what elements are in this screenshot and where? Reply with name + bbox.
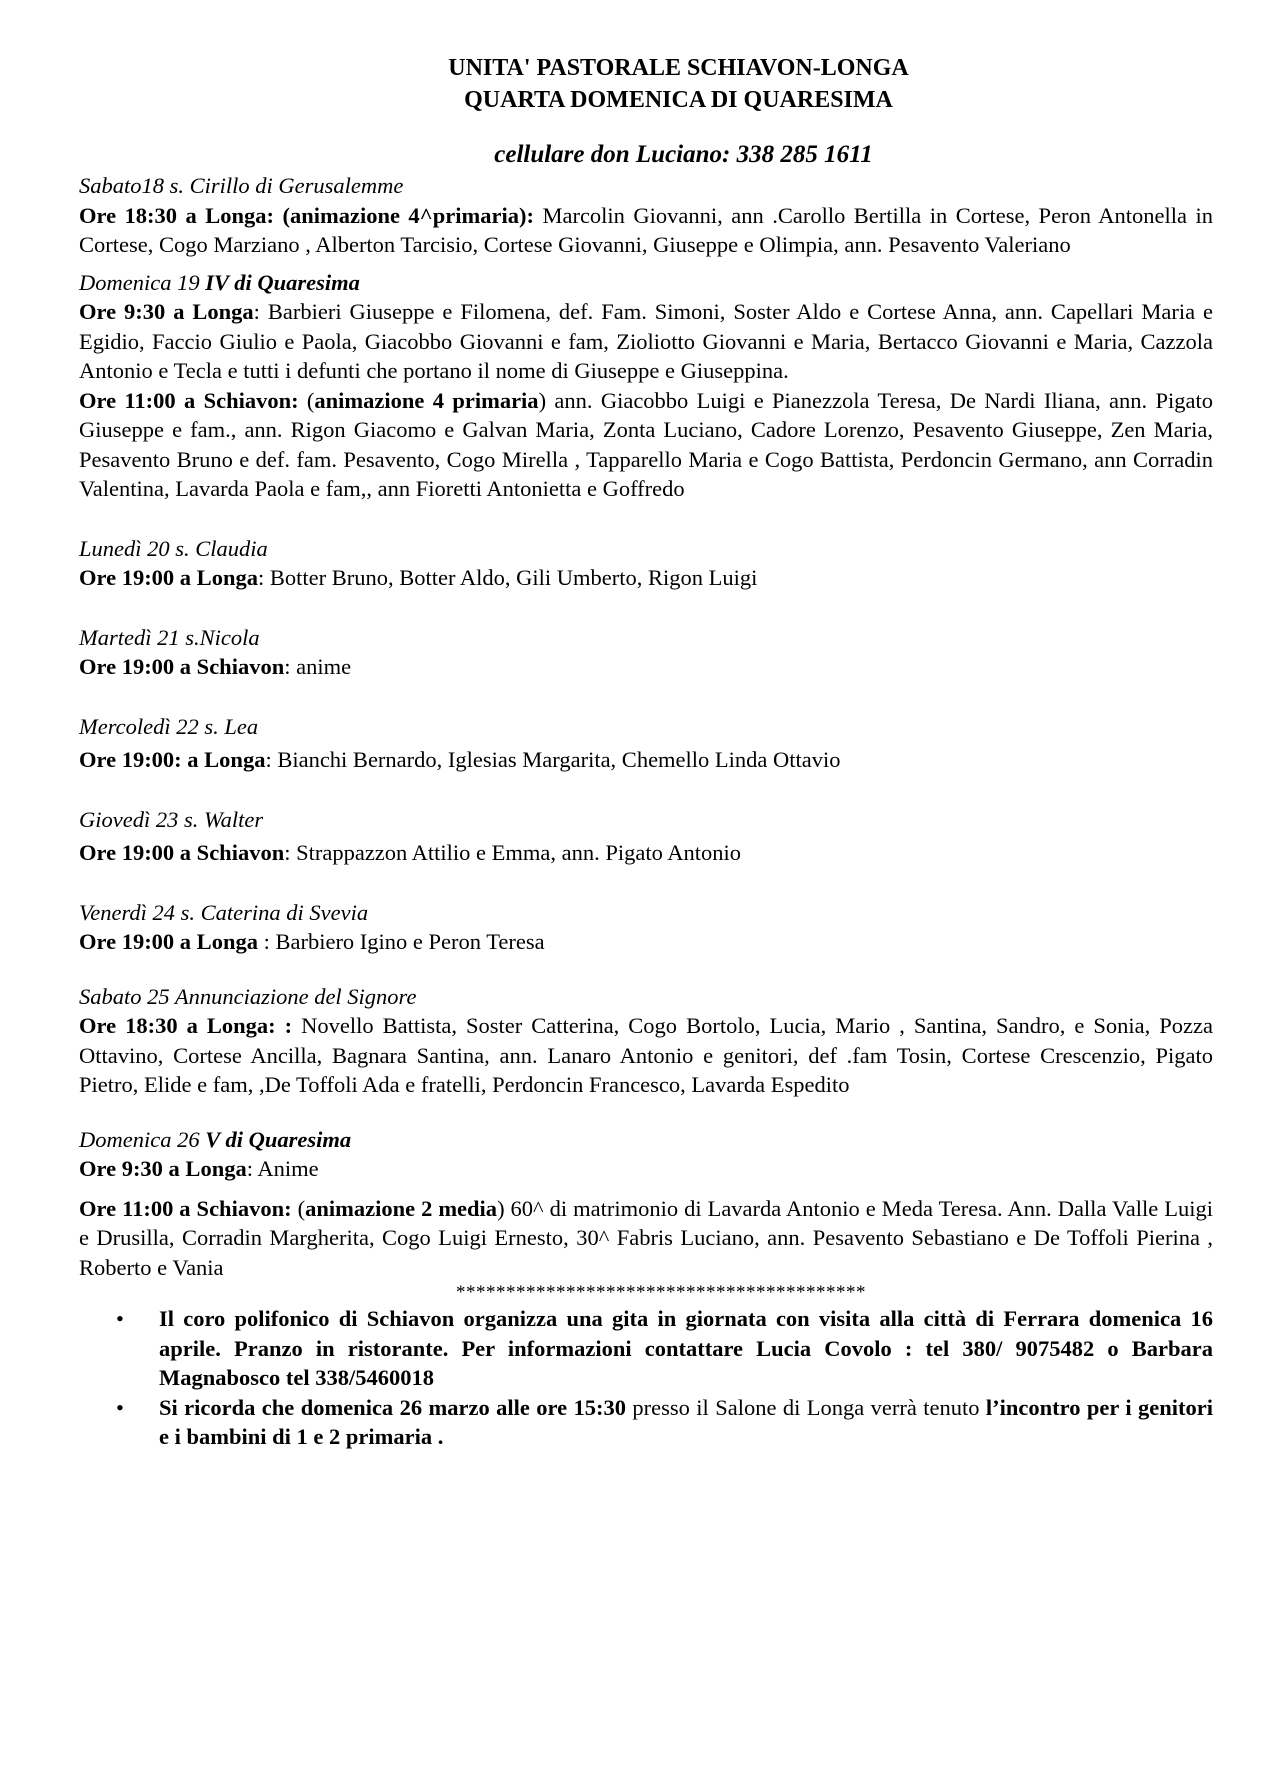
mass-entry (79, 838, 1213, 868)
mass-entry (79, 1194, 1213, 1283)
liturgical-title: V di Quaresima (205, 1126, 352, 1152)
day-name: Domenica 19 (79, 269, 206, 295)
mass-entry (79, 201, 1213, 260)
mass-time-place: Ore 19:00 a Longa (79, 929, 258, 954)
mass-separator: ( (298, 387, 315, 413)
mass-entry (79, 1011, 1213, 1100)
mass-intentions: : Barbieri Giuseppe e Filomena, def. Fam. Simoni, Soster Aldo e Cortese Anna, ann. Capellari Maria e Egidio, Faccio Giulio e Paola, Giacobbo Giovanni e fam, Zioliotto Giovanni e Maria, Bertacco Giovanni e Maria, Cazzola Antonio e Tecla e tutti i defunti che portano il nome di Giuseppe e Giuseppina. (79, 299, 1213, 383)
mass-time-place: Ore 11:00 a Schiavon: (79, 1195, 292, 1221)
bullet-icon: • (116, 1306, 124, 1331)
notice-text-bold: Si ricorda che domenica 26 marzo alle ore 15:30 (159, 1394, 626, 1420)
phone-line: cellulare don Luciano: 338 285 1611 (494, 141, 873, 168)
bullet-icon: • (116, 1394, 124, 1420)
day-heading-sabato-25: Sabato 25 Annunciazione del Signore (79, 983, 417, 1009)
notice-item (116, 1304, 1213, 1393)
mass-entry (79, 563, 1213, 593)
day-heading-domenica-26 (79, 1125, 1213, 1155)
mass-time-place: Ore 9:30 a Longa (79, 299, 254, 324)
mass-time-place: Ore 11:00 a Schiavon: (79, 387, 299, 413)
mass-time-place: Ore 18:30 a Longa: : (79, 1013, 293, 1038)
title-line-2: QUARTA DOMENICA DI QUARESIMA (464, 87, 893, 113)
mass-entry (79, 745, 1213, 775)
notice-text: Il coro polifonico di Schiavon organizza una gita in giornata con visita alla città di Ferrara domenica 16 aprile. Pranzo in ristorante. Per informazioni contattare Lucia Covolo : tel 380/ 9075482 o Barbara Magnabosco tel 338/5460018 (159, 1306, 1213, 1390)
mass-intentions: Marcolin Giovanni, ann .Carollo Bertilla in Cortese, Peron Antonella in Cortese, Cogo Marziano , Alberton Tarcisio, Cortese Giovanni, Giuseppe e Olimpia, ann. Pesavento Valeriano (79, 202, 1213, 257)
mass-intentions: : Anime (246, 1156, 319, 1181)
title-line-1: UNITA' PASTORALE SCHIAVON-LONGA (448, 55, 909, 81)
notices-list (79, 1304, 1213, 1452)
day-heading-domenica-19 (79, 268, 1213, 298)
mass-intentions: : Bianchi Bernardo, Iglesias Margarita, Chemello Linda Ottavio (265, 747, 841, 772)
mass-entry (79, 927, 1213, 957)
separator-line: ***************************************** (456, 1282, 866, 1303)
mass-entry (79, 1154, 1213, 1184)
notice-item (116, 1393, 1213, 1452)
mass-intentions: : Strappazzon Attilio e Emma, ann. Pigato Antonio (284, 840, 742, 865)
day-name: Domenica 26 (79, 1126, 206, 1152)
mass-intentions: : anime (284, 654, 352, 679)
notice-text-bold: l’incontro per i genitori e i bambini di 1 e 2 primaria . (159, 1394, 1213, 1449)
mass-time-place: Ore 9:30 a Longa (79, 1156, 247, 1181)
day-heading-sabato-18: Sabato18 s. Cirillo di Gerusalemme (79, 173, 404, 198)
mass-animation: animazione 4 primaria (314, 387, 539, 413)
day-heading-lunedi-20: Lunedì 20 s. Claudia (79, 535, 268, 561)
mass-entry (79, 297, 1213, 386)
mass-entry (79, 386, 1213, 504)
mass-time-place: Ore 18:30 a Longa: (animazione 4^primaria): (79, 202, 534, 228)
mass-intentions: ) ann. Giacobbo Luigi e Pianezzola Teresa, De Nardi Iliana, ann. Pigato Giuseppe e fam., ann. Rigon Giacomo e Galvan Maria, Zonta Luciano, Cadore Lorenzo, Pesavento Giuseppe, Zen Maria, Pesavento Bruno e def. fam. Pesavento, Cogo Mirella , Tapparello Maria e Cogo Battista, Perdoncin Germano, ann Corradin Valentina, Lavarda Paola e fam,, ann Fioretti Antonietta e Goffredo (79, 387, 1213, 501)
mass-time-place: Ore 19:00 a Schiavon (79, 840, 285, 865)
mass-entry (79, 652, 1213, 682)
mass-time-place: Ore 19:00: a Longa (79, 747, 266, 772)
day-heading-venerdi-24: Venerdì 24 s. Caterina di Svevia (79, 899, 369, 925)
day-heading-giovedi-23: Giovedì 23 s. Walter (79, 806, 264, 832)
mass-time-place: Ore 19:00 a Schiavon (79, 654, 285, 679)
liturgical-title: IV di Quaresima (205, 269, 360, 295)
mass-intentions: : Barbiero Igino e Peron Teresa (257, 929, 545, 954)
mass-intentions: : Botter Bruno, Botter Aldo, Gili Umberto, Rigon Luigi (257, 565, 758, 590)
mass-separator: ( (291, 1195, 306, 1221)
day-heading-mercoledi-22: Mercoledì 22 s. Lea (79, 713, 259, 739)
mass-time-place: Ore 19:00 a Longa (79, 565, 258, 590)
day-heading-martedi-21: Martedì 21 s.Nicola (79, 624, 260, 650)
mass-intentions: Novello Battista, Soster Catterina, Cogo Bortolo, Lucia, Mario , Santina, Sandro, e Sonia, Pozza Ottavino, Cortese Ancilla, Bagnara Santina, ann. Lanaro Antonio e genitori, def .fam Tosin, Cortese Crescenzio, Pigato Pietro, Elide e fam, ,De Toffoli Ada e fratelli, Perdoncin Francesco, Lavarda Espedito (79, 1013, 1213, 1097)
mass-animation: animazione 2 media (305, 1195, 498, 1221)
notice-text: presso il Salone di Longa verrà tenuto (625, 1394, 986, 1420)
mass-intentions: ) 60^ di matrimonio di Lavarda Antonio e Meda Teresa. Ann. Dalla Valle Luigi e Drusilla, Corradin Margherita, Cogo Luigi Ernesto, 30^ Fabris Luciano, ann. Pesavento Sebastiano e De Toffoli Pierina , Roberto e Vania (79, 1195, 1213, 1280)
